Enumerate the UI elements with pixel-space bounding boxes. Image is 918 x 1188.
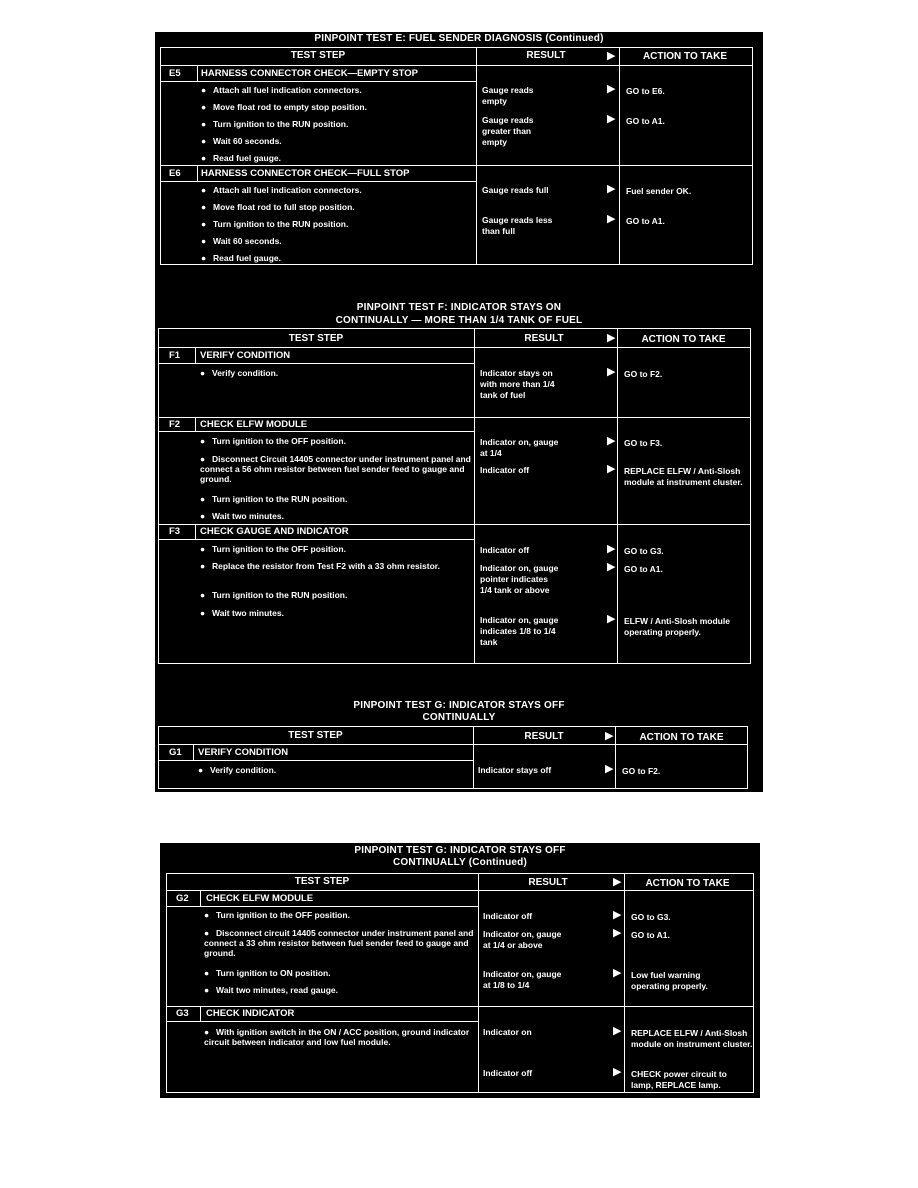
action: REPLACE ELFW / Anti-Slosh module on instrument cluster. bbox=[631, 1028, 753, 1049]
substep: ● Turn ignition to the OFF position. bbox=[200, 544, 346, 554]
action: Low fuel warning operating properly. bbox=[631, 970, 708, 991]
arrow-icon: ▶ bbox=[607, 435, 616, 447]
step-id-e5: E5 bbox=[169, 68, 181, 79]
action: GO to E6. bbox=[626, 86, 665, 96]
substep: ● Turn ignition to the OFF position. bbox=[204, 910, 350, 920]
test-g-cont-title-line-2: CONTINUALLY (Continued) bbox=[392, 857, 528, 868]
arrow-icon: ▶ bbox=[607, 463, 616, 475]
action: GO to F3. bbox=[624, 438, 663, 448]
test-f-title-line-2: CONTINUALLY — MORE THAN 1/4 TANK OF FUEL bbox=[335, 315, 583, 326]
substep: ● Turn ignition to the RUN position. bbox=[201, 219, 349, 229]
step-id-g3: G3 bbox=[176, 1008, 189, 1019]
result: Indicator stays on with more than 1/4 tank of fuel bbox=[480, 368, 555, 400]
substep: ● Wait 60 seconds. bbox=[201, 236, 282, 246]
step-id-f2: F2 bbox=[169, 419, 181, 430]
substep: ● Turn ignition to the RUN position. bbox=[200, 590, 348, 600]
arrow-icon: ▶ bbox=[605, 763, 614, 775]
arrow-icon: ▶ bbox=[607, 113, 616, 125]
step-title-g3: CHECK INDICATOR bbox=[206, 1008, 295, 1019]
step-title-f2: CHECK ELFW MODULE bbox=[200, 419, 308, 430]
result: Gauge reads full bbox=[482, 185, 549, 195]
result: Indicator stays off bbox=[478, 765, 552, 775]
substep: ● Verify condition. bbox=[200, 368, 279, 378]
action: GO to A1. bbox=[626, 216, 665, 226]
result: Indicator on, gauge at 1/4 or above bbox=[483, 929, 562, 950]
panel-test-g-continued bbox=[160, 843, 760, 1098]
substep: ● Wait two minutes. bbox=[200, 511, 284, 521]
substep: ● Turn ignition to the RUN position. bbox=[201, 119, 349, 129]
header-arrow-icon: ▶ bbox=[613, 876, 622, 888]
substep: ● Replace the resistor from Test F2 with a 33 ohm resistor. bbox=[200, 561, 440, 571]
step-title-e5: HARNESS CONNECTOR CHECK—EMPTY STOP bbox=[201, 68, 418, 79]
step-title-e6: HARNESS CONNECTOR CHECK—FULL STOP bbox=[201, 168, 410, 179]
test-f-title-line-1: PINPOINT TEST F: INDICATOR STAYS ON bbox=[356, 302, 562, 313]
action: GO to F2. bbox=[624, 369, 663, 379]
arrow-icon: ▶ bbox=[613, 1066, 622, 1078]
action: GO to A1. bbox=[626, 116, 665, 126]
test-g-title-line-1: PINPOINT TEST G: INDICATOR STAYS OFF bbox=[353, 700, 565, 711]
header-arrow-icon: ▶ bbox=[607, 332, 616, 344]
action: Fuel sender OK. bbox=[626, 186, 692, 196]
substep: ● Disconnect circuit 14405 connector under instrument panel and connect a 33 ohm resistor between fuel sender feed to gauge and ground. bbox=[204, 928, 474, 958]
arrow-icon: ▶ bbox=[607, 366, 616, 378]
header-test-step: TEST STEP bbox=[288, 333, 344, 344]
substep: ● Turn ignition to ON position. bbox=[204, 968, 331, 978]
substep: ● Disconnect Circuit 14405 connector under instrument panel and connect a 56 ohm resistor between fuel sender feed to gauge and ground. bbox=[200, 454, 471, 484]
result: Gauge reads empty bbox=[482, 85, 534, 106]
substep: ● Read fuel gauge. bbox=[201, 153, 282, 163]
action: REPLACE ELFW / Anti-Slosh module at instrument cluster. bbox=[624, 466, 743, 487]
header-arrow-icon: ▶ bbox=[607, 50, 616, 62]
substep: ● Read fuel gauge. bbox=[201, 253, 282, 263]
arrow-icon: ▶ bbox=[607, 613, 616, 625]
substep: ● Attach all fuel indication connectors. bbox=[201, 85, 362, 95]
result: Indicator off bbox=[480, 545, 530, 555]
result: Indicator on, gauge at 1/4 bbox=[480, 437, 559, 458]
arrow-icon: ▶ bbox=[613, 967, 622, 979]
header-action: ACTION TO TAKE bbox=[639, 732, 724, 743]
header-test-step: TEST STEP bbox=[288, 730, 343, 741]
header-test-step: TEST STEP bbox=[290, 50, 346, 61]
result: Indicator on, gauge pointer indicates 1/4 tank or above bbox=[480, 563, 559, 595]
result: Indicator off bbox=[480, 465, 530, 475]
result: Indicator on, gauge at 1/8 to 1/4 bbox=[483, 969, 562, 990]
result: Gauge reads less than full bbox=[482, 215, 553, 236]
step-title-f1: VERIFY CONDITION bbox=[200, 350, 291, 361]
arrow-icon: ▶ bbox=[613, 1025, 622, 1037]
action: GO to A1. bbox=[624, 564, 663, 574]
substep: ● With ignition switch in the ON / ACC position, ground indicator circuit between indicator and low fuel module. bbox=[204, 1027, 470, 1047]
step-id-g2: G2 bbox=[176, 893, 189, 904]
action: GO to F2. bbox=[622, 766, 661, 776]
header-test-step: TEST STEP bbox=[294, 876, 350, 887]
arrow-icon: ▶ bbox=[607, 183, 616, 195]
arrow-icon: ▶ bbox=[613, 909, 622, 921]
action: GO to A1. bbox=[631, 930, 670, 940]
substep: ● Move float rod to full stop position. bbox=[201, 202, 355, 212]
result: Gauge reads greater than empty bbox=[482, 115, 534, 147]
arrow-icon: ▶ bbox=[607, 543, 616, 555]
step-title-g2: CHECK ELFW MODULE bbox=[206, 893, 314, 904]
test-g-title-line-2: CONTINUALLY bbox=[422, 712, 496, 723]
substep: ● Move float rod to empty stop position. bbox=[201, 102, 367, 112]
test-g-cont-title-line-1: PINPOINT TEST G: INDICATOR STAYS OFF bbox=[354, 845, 566, 856]
header-result: RESULT bbox=[524, 333, 564, 344]
action: ELFW / Anti-Slosh module operating properly. bbox=[624, 616, 730, 637]
result: Indicator off bbox=[483, 911, 533, 921]
header-action: ACTION TO TAKE bbox=[642, 51, 728, 62]
result: Indicator off bbox=[483, 1068, 533, 1078]
result: Indicator on bbox=[483, 1027, 532, 1037]
panel-test-f-g bbox=[155, 270, 763, 792]
arrow-icon: ▶ bbox=[607, 83, 616, 95]
arrow-icon: ▶ bbox=[607, 213, 616, 225]
step-id-f3: F3 bbox=[169, 526, 181, 537]
step-title-g1: VERIFY CONDITION bbox=[198, 747, 289, 758]
substep: ● Wait two minutes, read gauge. bbox=[204, 985, 339, 995]
arrow-icon: ▶ bbox=[607, 561, 616, 573]
substep: ● Wait two minutes. bbox=[200, 608, 284, 618]
header-action: ACTION TO TAKE bbox=[641, 334, 726, 345]
substep: ● Wait 60 seconds. bbox=[201, 136, 282, 146]
substep: ● Attach all fuel indication connectors. bbox=[201, 185, 362, 195]
action: CHECK power circuit to lamp, REPLACE lamp. bbox=[631, 1069, 727, 1090]
step-id-e6: E6 bbox=[169, 168, 181, 179]
header-action: ACTION TO TAKE bbox=[645, 878, 730, 889]
step-id-g1: G1 bbox=[169, 747, 182, 758]
substep: ● Turn ignition to the OFF position. bbox=[200, 436, 346, 446]
substep: ● Verify condition. bbox=[198, 765, 277, 775]
header-result: RESULT bbox=[528, 877, 568, 888]
header-arrow-icon: ▶ bbox=[605, 730, 614, 742]
result: Indicator on, gauge indicates 1/8 to 1/4 tank bbox=[480, 615, 559, 647]
header-result: RESULT bbox=[524, 731, 564, 742]
step-title-f3: CHECK GAUGE AND INDICATOR bbox=[200, 526, 349, 537]
step-id-f1: F1 bbox=[169, 350, 181, 361]
arrow-icon: ▶ bbox=[613, 927, 622, 939]
test-e-title: PINPOINT TEST E: FUEL SENDER DIAGNOSIS (Continued) bbox=[314, 33, 604, 44]
substep: ● Turn ignition to the RUN position. bbox=[200, 494, 348, 504]
header-result: RESULT bbox=[526, 50, 566, 61]
action: GO to G3. bbox=[631, 912, 671, 922]
action: GO to G3. bbox=[624, 546, 664, 556]
panel-test-e bbox=[155, 32, 763, 270]
